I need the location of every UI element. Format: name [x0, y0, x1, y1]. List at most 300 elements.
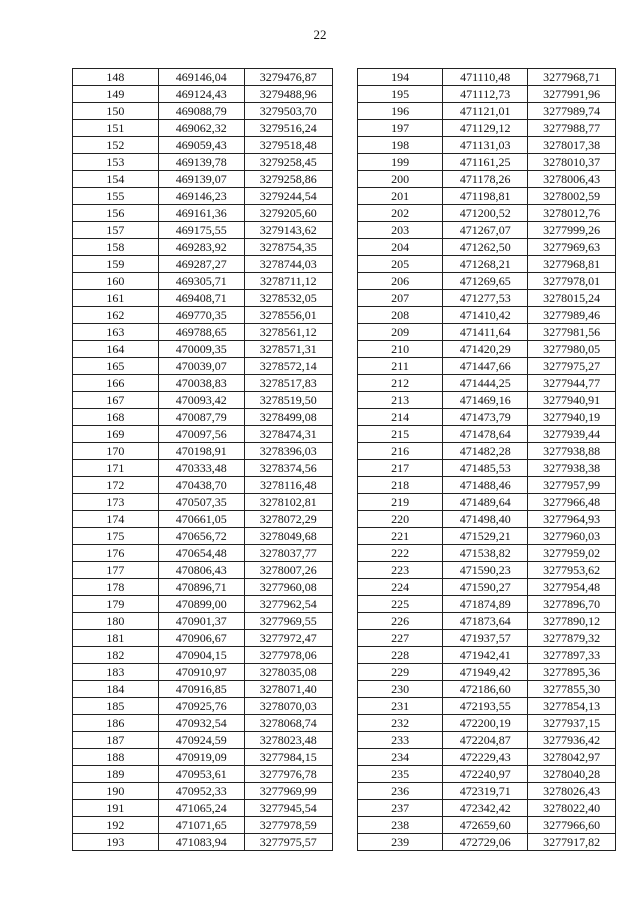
point-number-cell: 209	[358, 324, 443, 341]
point-number-cell: 221	[358, 528, 443, 545]
y-coordinate-cell: 3277960,08	[244, 579, 332, 596]
x-coordinate-cell: 470952,33	[158, 783, 244, 800]
x-coordinate-cell: 471269,65	[443, 273, 528, 290]
point-number-cell: 164	[73, 341, 159, 358]
table-row	[358, 290, 616, 307]
point-number-cell: 202	[358, 205, 443, 222]
table-row	[358, 630, 616, 647]
y-coordinate-cell: 3278049,68	[244, 528, 332, 545]
table-row	[358, 273, 616, 290]
point-number-cell: 201	[358, 188, 443, 205]
table-row	[73, 630, 333, 647]
point-number-cell: 231	[358, 698, 443, 715]
table-row	[73, 103, 333, 120]
point-number-cell: 213	[358, 392, 443, 409]
table-row	[358, 154, 616, 171]
y-coordinate-cell: 3278754,35	[244, 239, 332, 256]
table-row	[73, 528, 333, 545]
point-number-cell: 211	[358, 358, 443, 375]
x-coordinate-cell: 471485,53	[443, 460, 528, 477]
table-row	[358, 613, 616, 630]
x-coordinate-cell: 470438,70	[158, 477, 244, 494]
table-row	[73, 375, 333, 392]
y-coordinate-cell: 3278744,03	[244, 256, 332, 273]
y-coordinate-cell: 3277917,82	[528, 834, 616, 851]
table-row	[358, 426, 616, 443]
point-number-cell: 212	[358, 375, 443, 392]
y-coordinate-cell: 3279143,62	[244, 222, 332, 239]
coordinates-table-left	[72, 68, 333, 851]
y-coordinate-cell: 3277938,88	[528, 443, 616, 460]
y-coordinate-cell: 3278396,03	[244, 443, 332, 460]
y-coordinate-cell: 3277969,99	[244, 783, 332, 800]
x-coordinate-cell: 471489,64	[443, 494, 528, 511]
point-number-cell: 180	[73, 613, 159, 630]
point-number-cell: 157	[73, 222, 159, 239]
x-coordinate-cell: 472319,71	[443, 783, 528, 800]
x-coordinate-cell: 472229,43	[443, 749, 528, 766]
point-number-cell: 169	[73, 426, 159, 443]
x-coordinate-cell: 470093,42	[158, 392, 244, 409]
x-coordinate-cell: 471538,82	[443, 545, 528, 562]
point-number-cell: 234	[358, 749, 443, 766]
point-number-cell: 182	[73, 647, 159, 664]
table-row	[73, 766, 333, 783]
x-coordinate-cell: 471942,41	[443, 647, 528, 664]
table-row	[73, 188, 333, 205]
x-coordinate-cell: 472240,97	[443, 766, 528, 783]
x-coordinate-cell: 469124,43	[158, 86, 244, 103]
y-coordinate-cell: 3279258,86	[244, 171, 332, 188]
y-coordinate-cell: 3277991,96	[528, 86, 616, 103]
y-coordinate-cell: 3277938,38	[528, 460, 616, 477]
x-coordinate-cell: 470661,05	[158, 511, 244, 528]
x-coordinate-cell: 470333,48	[158, 460, 244, 477]
y-coordinate-cell: 3279205,60	[244, 205, 332, 222]
point-number-cell: 206	[358, 273, 443, 290]
y-coordinate-cell: 3277978,01	[528, 273, 616, 290]
table-row	[73, 205, 333, 222]
table-row	[73, 562, 333, 579]
y-coordinate-cell: 3278374,56	[244, 460, 332, 477]
table-row	[73, 137, 333, 154]
y-coordinate-cell: 3277962,54	[244, 596, 332, 613]
y-coordinate-cell: 3279476,87	[244, 69, 332, 86]
y-coordinate-cell: 3278532,05	[244, 290, 332, 307]
table-row	[73, 732, 333, 749]
y-coordinate-cell: 3277981,56	[528, 324, 616, 341]
point-number-cell: 168	[73, 409, 159, 426]
x-coordinate-cell: 469059,43	[158, 137, 244, 154]
point-number-cell: 177	[73, 562, 159, 579]
table-row	[73, 307, 333, 324]
y-coordinate-cell: 3279258,45	[244, 154, 332, 171]
point-number-cell: 239	[358, 834, 443, 851]
y-coordinate-cell: 3277989,46	[528, 307, 616, 324]
x-coordinate-cell: 470009,35	[158, 341, 244, 358]
x-coordinate-cell: 471444,25	[443, 375, 528, 392]
point-number-cell: 218	[358, 477, 443, 494]
point-number-cell: 217	[358, 460, 443, 477]
point-number-cell: 205	[358, 256, 443, 273]
table-row	[358, 545, 616, 562]
point-number-cell: 178	[73, 579, 159, 596]
x-coordinate-cell: 470910,97	[158, 664, 244, 681]
point-number-cell: 232	[358, 715, 443, 732]
table-row	[358, 494, 616, 511]
point-number-cell: 223	[358, 562, 443, 579]
x-coordinate-cell: 471083,94	[158, 834, 244, 851]
y-coordinate-cell: 3277896,70	[528, 596, 616, 613]
table-row	[73, 222, 333, 239]
y-coordinate-cell: 3277984,15	[244, 749, 332, 766]
table-row	[73, 273, 333, 290]
x-coordinate-cell: 471161,25	[443, 154, 528, 171]
point-number-cell: 197	[358, 120, 443, 137]
y-coordinate-cell: 3277937,15	[528, 715, 616, 732]
x-coordinate-cell: 471267,07	[443, 222, 528, 239]
point-number-cell: 186	[73, 715, 159, 732]
x-coordinate-cell: 471410,42	[443, 307, 528, 324]
y-coordinate-cell: 3278556,01	[244, 307, 332, 324]
point-number-cell: 216	[358, 443, 443, 460]
y-coordinate-cell: 3277978,59	[244, 817, 332, 834]
y-coordinate-cell: 3278040,28	[528, 766, 616, 783]
table-row	[358, 664, 616, 681]
table-row	[358, 443, 616, 460]
point-number-cell: 174	[73, 511, 159, 528]
x-coordinate-cell: 469408,71	[158, 290, 244, 307]
y-coordinate-cell: 3279518,48	[244, 137, 332, 154]
table-row	[73, 154, 333, 171]
point-number-cell: 228	[358, 647, 443, 664]
point-number-cell: 227	[358, 630, 443, 647]
point-number-cell: 188	[73, 749, 159, 766]
x-coordinate-cell: 470656,72	[158, 528, 244, 545]
point-number-cell: 229	[358, 664, 443, 681]
point-number-cell: 161	[73, 290, 159, 307]
y-coordinate-cell: 3277972,47	[244, 630, 332, 647]
table-row	[358, 120, 616, 137]
y-coordinate-cell: 3277960,03	[528, 528, 616, 545]
y-coordinate-cell: 3279516,24	[244, 120, 332, 137]
point-number-cell: 175	[73, 528, 159, 545]
table-row	[73, 698, 333, 715]
x-coordinate-cell: 471447,66	[443, 358, 528, 375]
table-row	[73, 681, 333, 698]
point-number-cell: 160	[73, 273, 159, 290]
table-row	[73, 69, 333, 86]
x-coordinate-cell: 471268,21	[443, 256, 528, 273]
x-coordinate-cell: 471112,73	[443, 86, 528, 103]
point-number-cell: 173	[73, 494, 159, 511]
point-number-cell: 151	[73, 120, 159, 137]
x-coordinate-cell: 471498,40	[443, 511, 528, 528]
point-number-cell: 233	[358, 732, 443, 749]
table-row	[358, 460, 616, 477]
y-coordinate-cell: 3278517,83	[244, 375, 332, 392]
y-coordinate-cell: 3277999,26	[528, 222, 616, 239]
table-row	[73, 341, 333, 358]
x-coordinate-cell: 469161,36	[158, 205, 244, 222]
y-coordinate-cell: 3278072,29	[244, 511, 332, 528]
point-number-cell: 152	[73, 137, 159, 154]
table-row	[358, 817, 616, 834]
point-number-cell: 194	[358, 69, 443, 86]
table-row	[358, 409, 616, 426]
x-coordinate-cell: 471590,23	[443, 562, 528, 579]
table-row	[73, 647, 333, 664]
point-number-cell: 154	[73, 171, 159, 188]
table-row	[358, 375, 616, 392]
point-number-cell: 225	[358, 596, 443, 613]
table-row	[358, 239, 616, 256]
point-number-cell: 167	[73, 392, 159, 409]
x-coordinate-cell: 471420,29	[443, 341, 528, 358]
point-number-cell: 170	[73, 443, 159, 460]
table-row	[73, 596, 333, 613]
x-coordinate-cell: 470507,35	[158, 494, 244, 511]
x-coordinate-cell: 471874,89	[443, 596, 528, 613]
table-row	[73, 120, 333, 137]
y-coordinate-cell: 3278068,74	[244, 715, 332, 732]
y-coordinate-cell: 3278023,48	[244, 732, 332, 749]
y-coordinate-cell: 3277969,63	[528, 239, 616, 256]
y-coordinate-cell: 3278561,12	[244, 324, 332, 341]
x-coordinate-cell: 470904,15	[158, 647, 244, 664]
x-coordinate-cell: 469287,27	[158, 256, 244, 273]
table-row	[358, 69, 616, 86]
x-coordinate-cell: 471469,16	[443, 392, 528, 409]
y-coordinate-cell: 3277966,48	[528, 494, 616, 511]
table-row	[73, 783, 333, 800]
x-coordinate-cell: 472729,06	[443, 834, 528, 851]
y-coordinate-cell: 3277959,02	[528, 545, 616, 562]
y-coordinate-cell: 3277964,93	[528, 511, 616, 528]
point-number-cell: 158	[73, 239, 159, 256]
table-row	[358, 766, 616, 783]
point-number-cell: 150	[73, 103, 159, 120]
point-number-cell: 185	[73, 698, 159, 715]
point-number-cell: 187	[73, 732, 159, 749]
y-coordinate-cell: 3277936,42	[528, 732, 616, 749]
x-coordinate-cell: 472193,55	[443, 698, 528, 715]
point-number-cell: 183	[73, 664, 159, 681]
x-coordinate-cell: 471478,64	[443, 426, 528, 443]
point-number-cell: 171	[73, 460, 159, 477]
y-coordinate-cell: 3277989,74	[528, 103, 616, 120]
table-row	[358, 171, 616, 188]
point-number-cell: 176	[73, 545, 159, 562]
table-row	[358, 783, 616, 800]
y-coordinate-cell: 3278002,59	[528, 188, 616, 205]
x-coordinate-cell: 472659,60	[443, 817, 528, 834]
x-coordinate-cell: 469062,32	[158, 120, 244, 137]
x-coordinate-cell: 470924,59	[158, 732, 244, 749]
point-number-cell: 238	[358, 817, 443, 834]
table-row	[358, 647, 616, 664]
point-number-cell: 162	[73, 307, 159, 324]
y-coordinate-cell: 3278015,24	[528, 290, 616, 307]
x-coordinate-cell: 470198,91	[158, 443, 244, 460]
table-row	[73, 749, 333, 766]
y-coordinate-cell: 3278711,12	[244, 273, 332, 290]
point-number-cell: 219	[358, 494, 443, 511]
x-coordinate-cell: 471949,42	[443, 664, 528, 681]
table-row	[73, 834, 333, 851]
point-number-cell: 166	[73, 375, 159, 392]
y-coordinate-cell: 3279244,54	[244, 188, 332, 205]
x-coordinate-cell: 470097,56	[158, 426, 244, 443]
x-coordinate-cell: 469770,35	[158, 307, 244, 324]
y-coordinate-cell: 3278572,14	[244, 358, 332, 375]
x-coordinate-cell: 470932,54	[158, 715, 244, 732]
table-row	[358, 511, 616, 528]
y-coordinate-cell: 3277957,99	[528, 477, 616, 494]
x-coordinate-cell: 469175,55	[158, 222, 244, 239]
y-coordinate-cell: 3277969,55	[244, 613, 332, 630]
y-coordinate-cell: 3277945,54	[244, 800, 332, 817]
point-number-cell: 198	[358, 137, 443, 154]
x-coordinate-cell: 470806,43	[158, 562, 244, 579]
table-row	[73, 477, 333, 494]
x-coordinate-cell: 469283,92	[158, 239, 244, 256]
x-coordinate-cell: 470906,67	[158, 630, 244, 647]
x-coordinate-cell: 469788,65	[158, 324, 244, 341]
x-coordinate-cell: 471488,46	[443, 477, 528, 494]
table-row	[73, 409, 333, 426]
point-number-cell: 192	[73, 817, 159, 834]
point-number-cell: 222	[358, 545, 443, 562]
y-coordinate-cell: 3277976,78	[244, 766, 332, 783]
point-number-cell: 224	[358, 579, 443, 596]
y-coordinate-cell: 3278474,31	[244, 426, 332, 443]
point-number-cell: 195	[358, 86, 443, 103]
table-row	[358, 137, 616, 154]
table-row	[358, 698, 616, 715]
x-coordinate-cell: 469088,79	[158, 103, 244, 120]
table-row	[358, 715, 616, 732]
point-number-cell: 181	[73, 630, 159, 647]
table-row	[73, 358, 333, 375]
table-row	[73, 443, 333, 460]
y-coordinate-cell: 3278571,31	[244, 341, 332, 358]
table-row	[73, 613, 333, 630]
point-number-cell: 236	[358, 783, 443, 800]
y-coordinate-cell: 3278035,08	[244, 664, 332, 681]
x-coordinate-cell: 472204,87	[443, 732, 528, 749]
table-row	[358, 188, 616, 205]
x-coordinate-cell: 471129,12	[443, 120, 528, 137]
y-coordinate-cell: 3278012,76	[528, 205, 616, 222]
y-coordinate-cell: 3277939,44	[528, 426, 616, 443]
table-row	[73, 239, 333, 256]
x-coordinate-cell: 471110,48	[443, 69, 528, 86]
table-row	[73, 579, 333, 596]
point-number-cell: 200	[358, 171, 443, 188]
point-number-cell: 214	[358, 409, 443, 426]
x-coordinate-cell: 471482,28	[443, 443, 528, 460]
point-number-cell: 179	[73, 596, 159, 613]
point-number-cell: 220	[358, 511, 443, 528]
x-coordinate-cell: 469139,78	[158, 154, 244, 171]
y-coordinate-cell: 3278037,77	[244, 545, 332, 562]
point-number-cell: 189	[73, 766, 159, 783]
table-row	[73, 290, 333, 307]
point-number-cell: 172	[73, 477, 159, 494]
y-coordinate-cell: 3277953,62	[528, 562, 616, 579]
point-number-cell: 199	[358, 154, 443, 171]
table-row	[73, 664, 333, 681]
x-coordinate-cell: 471121,01	[443, 103, 528, 120]
coordinates-table-right	[357, 68, 616, 851]
page-number: 22	[313, 27, 327, 42]
table-row	[73, 171, 333, 188]
x-coordinate-cell: 470925,76	[158, 698, 244, 715]
table-row	[73, 324, 333, 341]
y-coordinate-cell: 3278071,40	[244, 681, 332, 698]
x-coordinate-cell: 471937,57	[443, 630, 528, 647]
table-row	[73, 460, 333, 477]
point-number-cell: 215	[358, 426, 443, 443]
x-coordinate-cell: 470654,48	[158, 545, 244, 562]
table-row	[73, 545, 333, 562]
table-row	[73, 715, 333, 732]
point-number-cell: 203	[358, 222, 443, 239]
x-coordinate-cell: 469305,71	[158, 273, 244, 290]
y-coordinate-cell: 3277975,57	[244, 834, 332, 851]
x-coordinate-cell: 471262,50	[443, 239, 528, 256]
table-row	[358, 579, 616, 596]
table-row	[73, 426, 333, 443]
table-row	[73, 494, 333, 511]
table-row	[358, 341, 616, 358]
table-row	[73, 817, 333, 834]
table-row	[358, 307, 616, 324]
table-row	[358, 392, 616, 409]
x-coordinate-cell: 471200,52	[443, 205, 528, 222]
point-number-cell: 204	[358, 239, 443, 256]
table-row	[358, 86, 616, 103]
x-coordinate-cell: 472342,42	[443, 800, 528, 817]
point-number-cell: 235	[358, 766, 443, 783]
y-coordinate-cell: 3277954,48	[528, 579, 616, 596]
x-coordinate-cell: 470899,00	[158, 596, 244, 613]
point-number-cell: 159	[73, 256, 159, 273]
x-coordinate-cell: 469139,07	[158, 171, 244, 188]
table-row	[358, 596, 616, 613]
y-coordinate-cell: 3277966,60	[528, 817, 616, 834]
table-row	[358, 103, 616, 120]
table-row	[358, 528, 616, 545]
x-coordinate-cell: 470919,09	[158, 749, 244, 766]
y-coordinate-cell: 3278006,43	[528, 171, 616, 188]
point-number-cell: 148	[73, 69, 159, 86]
point-number-cell: 193	[73, 834, 159, 851]
x-coordinate-cell: 471178,26	[443, 171, 528, 188]
table-row	[358, 562, 616, 579]
point-number-cell: 210	[358, 341, 443, 358]
y-coordinate-cell: 3278042,97	[528, 749, 616, 766]
x-coordinate-cell: 472186,60	[443, 681, 528, 698]
y-coordinate-cell: 3277968,81	[528, 256, 616, 273]
x-coordinate-cell: 471529,21	[443, 528, 528, 545]
x-coordinate-cell: 470039,07	[158, 358, 244, 375]
y-coordinate-cell: 3278102,81	[244, 494, 332, 511]
x-coordinate-cell: 470896,71	[158, 579, 244, 596]
x-coordinate-cell: 471873,64	[443, 613, 528, 630]
x-coordinate-cell: 471071,65	[158, 817, 244, 834]
